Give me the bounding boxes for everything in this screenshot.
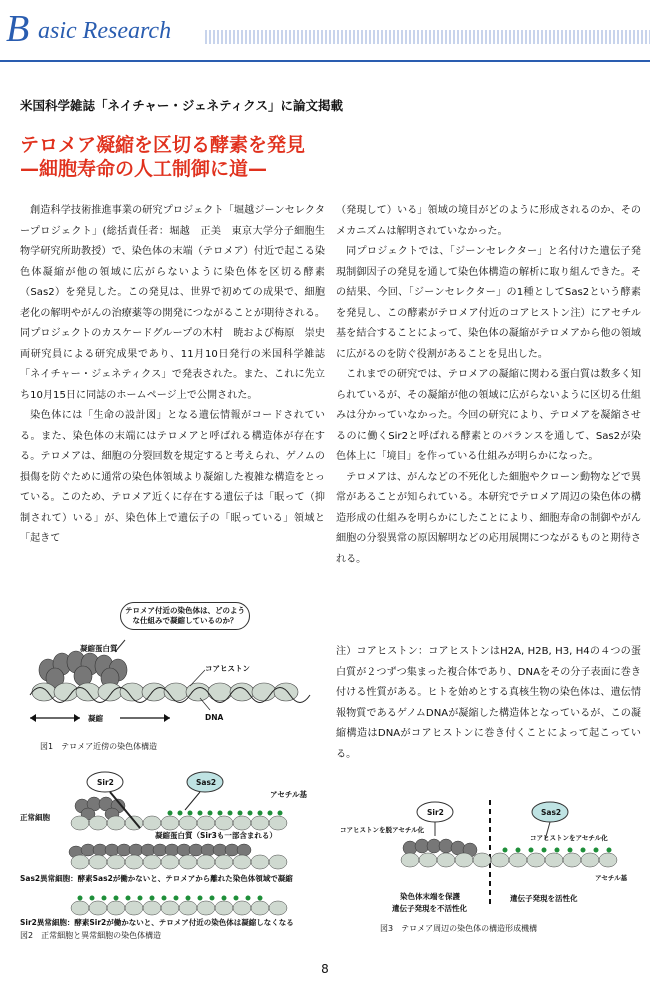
header-decor-bar (205, 30, 650, 44)
footnote-text: 注）コアヒストン：コアヒストンはH2A, H2B, H3, H4の４つの蛋白質が２つずつ集まった複合体であり、DNAをその分子表面に巻き付ける性質がある。ヒトを始めとする真核生物の染色体は、遺伝情報物質であるゲノムDNAが凝縮した構造体となっているが、この凝縮構造はDNAがコアヒストンに巻き付くことによって起こっている。 (336, 646, 641, 760)
figure-1 (20, 600, 320, 760)
fig3-acetyl-core-label: コアヒストンをアセチル化 (530, 834, 608, 842)
paragraph: テロメアは、がんなどの不死化した細胞やクローン動物などで異常があることが知られている。本研究でテロメア周辺の染色体の構造形成の仕組みを明らかにしたことにより、細胞寿命の制御やがん細胞の分裂異常の原因解明などの応用展開につながるものと期待される。 (336, 471, 641, 565)
label-dna: DNA (205, 713, 224, 722)
title-line-2: —細胞寿命の人工制御に道— (20, 158, 268, 180)
footnote (336, 642, 641, 765)
fig3-acetyl-label: アセチル基 (595, 874, 628, 882)
figure-2 (20, 768, 330, 948)
fig3-left-note-2: 遺伝子発現を不活性化 (392, 904, 467, 913)
fig3-sir2-label: Sir2 (427, 808, 444, 817)
condensing-protein-cluster (39, 651, 127, 688)
header-title: asic Research (38, 18, 172, 44)
figure-3-caption: 図3 テロメア周辺の染色体の構造形成機構 (380, 924, 538, 933)
fig3-right-note: 遺伝子発現を活性化 (510, 894, 578, 903)
left-column (20, 201, 325, 550)
fig3-left-note-1: 染色体末端を保護 (400, 892, 460, 901)
fig3-deacetyl-label: コアヒストンを脱アセチル化 (340, 826, 425, 834)
figure-2-caption: 図2 正常細胞と異常細胞の染色体構造 (20, 931, 162, 940)
label-condensation: 凝縮 (88, 714, 103, 723)
header-b-letter: B (6, 8, 30, 50)
right-column (336, 201, 641, 570)
fig2-normal-label: 正常細胞 (20, 813, 50, 822)
figure-3-diagram (340, 796, 640, 926)
fig2-sas2-label: Sas2 (196, 778, 217, 787)
fig2-protein-note: 凝縮蛋白質（Sir3も一部含まれる） (155, 831, 277, 840)
page-number: 8 (321, 962, 329, 976)
figure-1-callout: テロメア付近の染色体は、どのような仕組みで凝縮しているのか？ (120, 602, 250, 630)
title-line-1: テロメア凝縮を区切る酵素を発見 (20, 134, 306, 156)
paragraph: 同プロジェクトでは、「ジーンセレクター」と名付けた遺伝子発現制御因子の発見を通して染色体構造の解析に取り組んできた。その結果、今回、「ジーンセレクター」の1種としてSas2という酵素を発見し、この酵素がテロメア付近のコアヒストン注）にアセチル基を結合することによって、染色体の凝縮がテロメアから他の領域に広がるのを防ぐ役割があることを見出した。 (336, 246, 641, 360)
label-condensing-protein: 凝縮蛋白質 (80, 644, 118, 653)
fig2-sas2-mutant: Sas2異常細胞：酵素Sas2が働かないと、テロメアから離れた染色体領域で凝縮 (20, 874, 293, 883)
figure-1-caption: 図1 テロメア近傍の染色体構造 (40, 742, 158, 751)
fig2-sir2-mutant: Sir2異常細胞：酵素Sir2が働かないと、テロメア付近の染色体は凝縮しなくなる (20, 918, 294, 927)
paragraph: 創造科学技術推進事業の研究プロジェクト「堀越ジーンセレクタープロジェクト」(総括責任者：堀越 正美 東京大学分子細胞生物学研究所助教授）で、染色体の末端（テロメア）付近で起こる染色体凝縮が他の領域に広がらないように染色体を区切る酵素（Sas2）を発見した。この発見は、世界で初めての成果で、細胞老化の解明やがんの治療薬等の開発につながることが期待される。同プロジェクトのカスケードグループの木村 暁および梅原 崇史両研究員による研究成果であり、11月10日発行の米国科学雑誌「ネイチャー・ジェネティクス」で発表された。また、これに先立ち10月15日に同誌のホームページ上で公開された。 (20, 205, 325, 401)
paragraph: これまでの研究では、テロメアの凝縮に関わる蛋白質は数多く知られているが、その凝縮が他の領域に広がらないように区切る仕組みは分かっていなかった。今回の研究により、テロメアを凝縮させるのに働くSir2と呼ばれる酵素とのバランスを通して、Sas2が染色体上に「境目」を作っている仕組みが明らかになった。 (336, 369, 641, 462)
header-rule (0, 60, 650, 62)
fig2-acetyl-label: アセチル基 (270, 790, 308, 799)
label-core-histone: コアヒストン (205, 664, 250, 673)
subheading: 米国科学雑誌「ネイチャー・ジェネティクス」に論文掲載 (20, 98, 344, 113)
fig3-sas2-label: Sas2 (541, 808, 562, 817)
paragraph: （発現して）いる」領域の境目がどのように形成されるのか、そのメカニズムは解明されていなかった。 (336, 205, 641, 237)
paragraph: 染色体には「生命の設計図」となる遺伝情報がコードされている。また、染色体の末端にはテロメアと呼ばれる構造体が存在する。テロメアは、細胞の分裂回数を規定すると考えられ、ゲノムの損傷を防ぐために通常の染色体領域より凝縮した複雑な構造をとっている。このため、テロメア近くに存在する遺伝子は「眠って（抑制されて）いる」が、染色体上で遺伝子の「眠っている」領域と「起きて (20, 410, 325, 544)
fig2-sir2-label: Sir2 (97, 778, 114, 787)
figure-3 (340, 796, 640, 946)
